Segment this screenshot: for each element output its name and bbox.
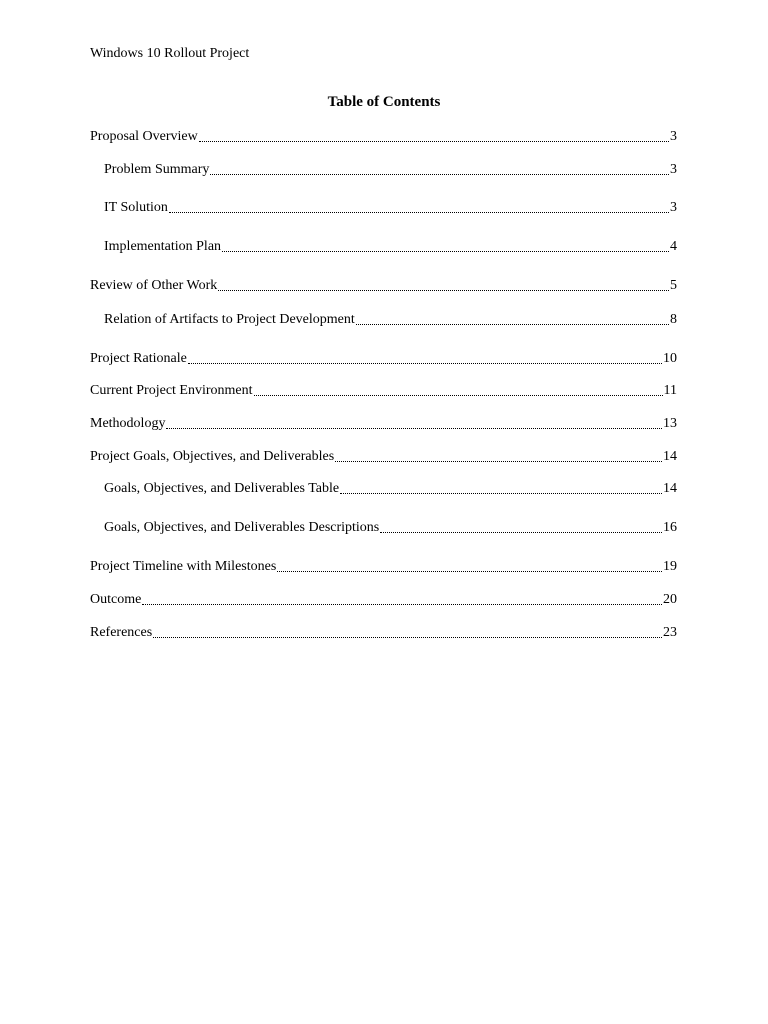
toc-entry-label: Proposal Overview (90, 129, 198, 144)
toc-dot-leader (169, 211, 669, 213)
toc-entry-page-number: 8 (670, 312, 677, 327)
toc-entry-goals-table[interactable] (104, 480, 677, 498)
toc-dot-leader (188, 362, 662, 364)
toc-dot-leader (356, 323, 669, 325)
toc-entry-project-goals[interactable] (90, 448, 677, 466)
toc-dot-leader (335, 460, 662, 462)
toc-entry-page-number: 20 (663, 592, 677, 607)
toc-entry-label: Project Timeline with Milestones (90, 559, 277, 574)
toc-dot-leader (277, 570, 662, 572)
running-head: Windows 10 Rollout Project (90, 46, 250, 61)
toc-entry-implementation-plan[interactable] (104, 238, 677, 256)
toc-entry-label: Relation of Artifacts to Project Development (104, 312, 355, 327)
toc-entry-references[interactable] (90, 624, 677, 642)
toc-title: Table of Contents (327, 94, 441, 110)
toc-entry-page-number: 11 (663, 383, 677, 398)
toc-dot-leader (254, 394, 663, 396)
toc-entry-label: Goals, Objectives, and Deliverables Descriptions (104, 520, 380, 535)
toc-entry-page-number: 23 (663, 625, 677, 640)
toc-entry-label: Project Rationale (90, 351, 187, 366)
toc-entry-page-number: 3 (670, 129, 677, 144)
toc-dot-leader (199, 140, 669, 142)
toc-entry-proposal-overview[interactable] (90, 128, 677, 146)
toc-entry-label: Project Goals, Objectives, and Deliverables (90, 449, 335, 464)
toc-entry-label: Implementation Plan (104, 239, 222, 254)
toc-entry-label: Review of Other Work (90, 278, 218, 293)
toc-dot-leader (153, 636, 662, 638)
toc-entry-project-rationale[interactable] (90, 350, 677, 368)
toc-entry-page-number: 16 (663, 520, 677, 535)
toc-dot-leader (210, 173, 669, 175)
toc-entry-label: Current Project Environment (90, 383, 253, 398)
toc-entry-page-number: 10 (663, 351, 677, 366)
toc-entry-page-number: 4 (670, 239, 677, 254)
toc-entry-goals-descriptions[interactable] (104, 519, 677, 537)
toc-entry-page-number: 19 (663, 559, 677, 574)
toc-entry-review-of-other-work[interactable] (90, 277, 677, 295)
toc-entry-label: Problem Summary (104, 162, 210, 177)
toc-entry-methodology[interactable] (90, 415, 677, 433)
toc-dot-leader (218, 289, 669, 291)
toc-entry-outcome[interactable] (90, 591, 677, 609)
toc-entry-label: Goals, Objectives, and Deliverables Table (104, 481, 340, 496)
toc-entry-relation-of-artifacts[interactable] (104, 311, 677, 329)
toc-dot-leader (166, 427, 662, 429)
toc-dot-leader (142, 603, 662, 605)
toc-entry-page-number: 3 (670, 200, 677, 215)
toc-entry-page-number: 14 (663, 449, 677, 464)
toc-entry-label: IT Solution (104, 200, 168, 215)
toc-dot-leader (380, 531, 662, 533)
toc-entry-page-number: 13 (663, 416, 677, 431)
toc-entry-problem-summary[interactable] (104, 161, 677, 179)
toc-entry-label: Outcome (90, 592, 142, 607)
toc-entry-page-number: 3 (670, 162, 677, 177)
toc-entry-current-project-environment[interactable] (90, 382, 677, 400)
toc-entry-it-solution[interactable] (104, 199, 677, 217)
toc-entry-project-timeline[interactable] (90, 558, 677, 576)
toc-entry-label: Methodology (90, 416, 166, 431)
toc-dot-leader (222, 250, 669, 252)
toc-dot-leader (340, 492, 662, 494)
toc-entry-label: References (90, 625, 153, 640)
toc-entry-page-number: 5 (670, 278, 677, 293)
toc-entry-page-number: 14 (663, 481, 677, 496)
